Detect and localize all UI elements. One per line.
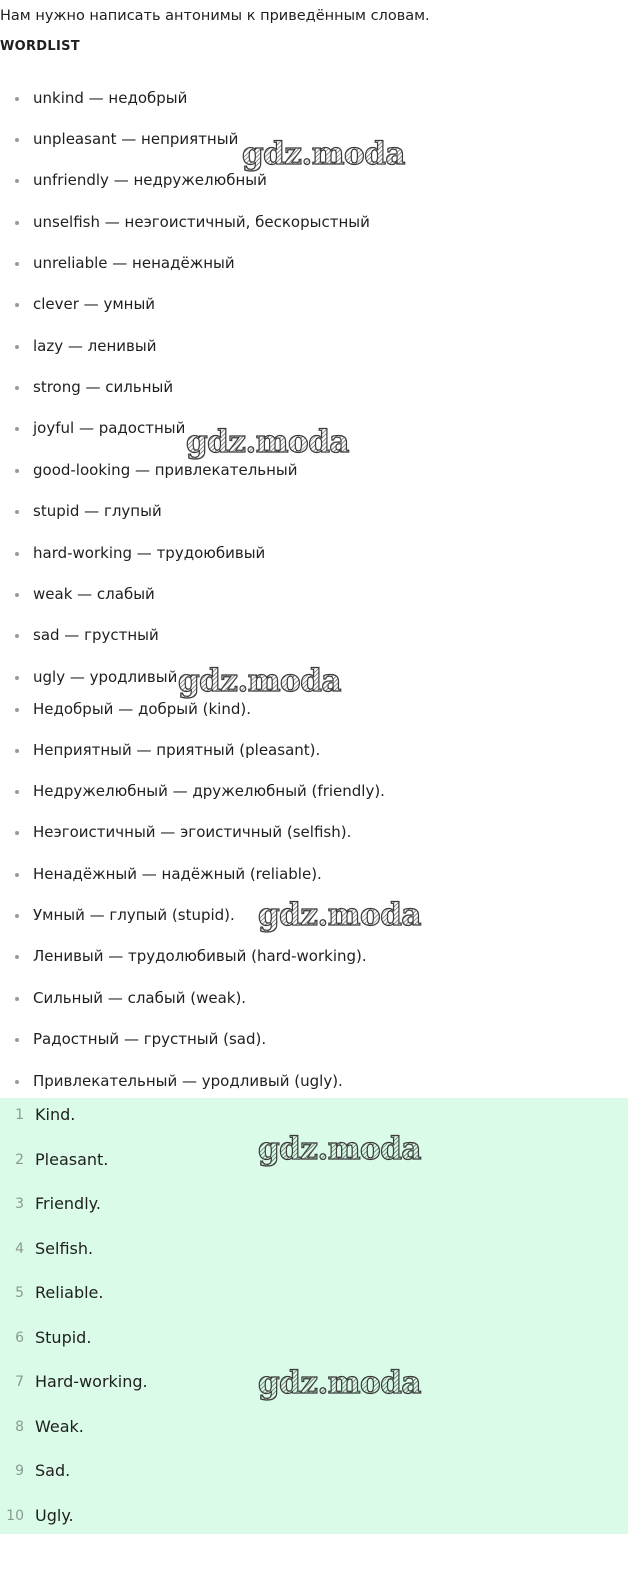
answer-text: Reliable. <box>35 1283 104 1302</box>
wordlist-item-text: Радостный — грустный (sad). <box>33 1030 267 1048</box>
answer-text: Pleasant. <box>35 1150 109 1169</box>
answer-number: 8 <box>15 1419 24 1435</box>
answer-text: Friendly. <box>35 1194 101 1213</box>
wordlist-item-text: Умный — глупый (stupid). <box>33 906 235 924</box>
wordlist-item-text: Сильный — слабый (weak). <box>33 989 247 1007</box>
wordlist-item-text: Привлекательный — уродливый (ugly). <box>33 1072 343 1090</box>
answer-item <box>0 1459 620 1483</box>
wordlist-item-text: Ненадёжный — надёжный (reliable). <box>33 865 322 883</box>
wordlist-item-text: hard-working — трудоюбивый <box>33 544 266 562</box>
answer-item <box>0 1237 620 1261</box>
answer-number: 7 <box>15 1374 24 1390</box>
bullet-icon <box>15 427 19 431</box>
watermark: gdz.moda <box>242 136 405 172</box>
bullet-icon <box>15 1080 19 1084</box>
bullet-icon <box>15 138 19 142</box>
bullet-icon <box>15 1038 19 1042</box>
wordlist-item-text: joyful — радостный <box>33 419 186 437</box>
answer-text: Selfish. <box>35 1239 94 1258</box>
bullet-icon <box>15 262 19 266</box>
bullet-icon <box>15 221 19 225</box>
answer-item <box>0 1504 620 1528</box>
wordlist-item-text: Неприятный — приятный (pleasant). <box>33 741 321 759</box>
intro-text: Нам нужно написать антонимы к приведённым словам. <box>0 8 430 24</box>
wordlist-item-text: unselfish — неэгоистичный, бескорыстный <box>33 213 370 231</box>
answer-text: Kind. <box>35 1105 76 1124</box>
bullet-icon <box>15 997 19 1001</box>
watermark: gdz.moda <box>258 1131 421 1167</box>
answer-number: 3 <box>15 1196 24 1212</box>
answer-text: Hard-working. <box>35 1372 148 1391</box>
answer-text: Sad. <box>35 1461 71 1480</box>
answer-item <box>0 1103 620 1127</box>
bullet-icon <box>15 873 19 877</box>
wordlist-item-text: clever — умный <box>33 295 156 313</box>
bullet-icon <box>15 552 19 556</box>
answer-number: 2 <box>15 1152 24 1168</box>
bullet-icon <box>15 749 19 753</box>
bullet-icon <box>15 303 19 307</box>
wordlist-item-text: strong — сильный <box>33 378 174 396</box>
bullet-icon <box>15 179 19 183</box>
wordlist-item-text: Недружелюбный — дружелюбный (friendly). <box>33 782 385 800</box>
answer-text: Weak. <box>35 1417 84 1436</box>
wordlist-item-text: weak — слабый <box>33 585 155 603</box>
watermark: gdz.moda <box>258 1365 421 1401</box>
wordlist-item-text: unreliable — ненадёжный <box>33 254 235 272</box>
answer-item <box>0 1326 620 1350</box>
answer-text: Ugly. <box>35 1506 74 1525</box>
answer-item <box>0 1415 620 1439</box>
bullet-icon <box>15 955 19 959</box>
bullet-icon <box>15 386 19 390</box>
wordlist-item-text: Неэгоистичный — эгоистичный (selfish). <box>33 823 352 841</box>
answer-item <box>0 1281 620 1305</box>
watermark: gdz.moda <box>186 424 349 460</box>
bullet-icon <box>15 676 19 680</box>
bullet-icon <box>15 914 19 918</box>
bullet-icon <box>15 634 19 638</box>
wordlist-item-text: good-looking — привлекательный <box>33 461 298 479</box>
bullet-icon <box>15 708 19 712</box>
wordlist-item-text: ugly — уродливый <box>33 668 178 686</box>
wordlist-item-text: Недобрый — добрый (kind). <box>33 700 251 718</box>
wordlist-item-text: stupid — глупый <box>33 502 162 520</box>
wordlist-item-text: lazy — ленивый <box>33 337 157 355</box>
answer-number: 6 <box>15 1330 24 1346</box>
wordlist-item-text: unpleasant — неприятный <box>33 130 239 148</box>
wordlist-item-text: unkind — недобрый <box>33 89 188 107</box>
wordlist-item-text: sad — грустный <box>33 626 159 644</box>
answer-number: 9 <box>15 1463 24 1479</box>
answer-number: 10 <box>6 1508 24 1524</box>
bullet-icon <box>15 510 19 514</box>
bullet-icon <box>15 469 19 473</box>
wordlist-heading: WORDLIST <box>0 39 80 54</box>
wordlist-item-text: unfriendly — недружелюбный <box>33 171 267 189</box>
bullet-icon <box>15 790 19 794</box>
bullet-icon <box>15 831 19 835</box>
answer-number: 4 <box>15 1241 24 1257</box>
answer-item <box>0 1192 620 1216</box>
answer-text: Stupid. <box>35 1328 92 1347</box>
watermark: gdz.moda <box>258 897 421 933</box>
wordlist-item-text: Ленивый — трудолюбивый (hard-working). <box>33 947 367 965</box>
watermark: gdz.moda <box>178 663 341 699</box>
bullet-icon <box>15 97 19 101</box>
answer-number: 1 <box>15 1107 24 1123</box>
answer-number: 5 <box>15 1285 24 1301</box>
bullet-icon <box>15 345 19 349</box>
bullet-icon <box>15 593 19 597</box>
